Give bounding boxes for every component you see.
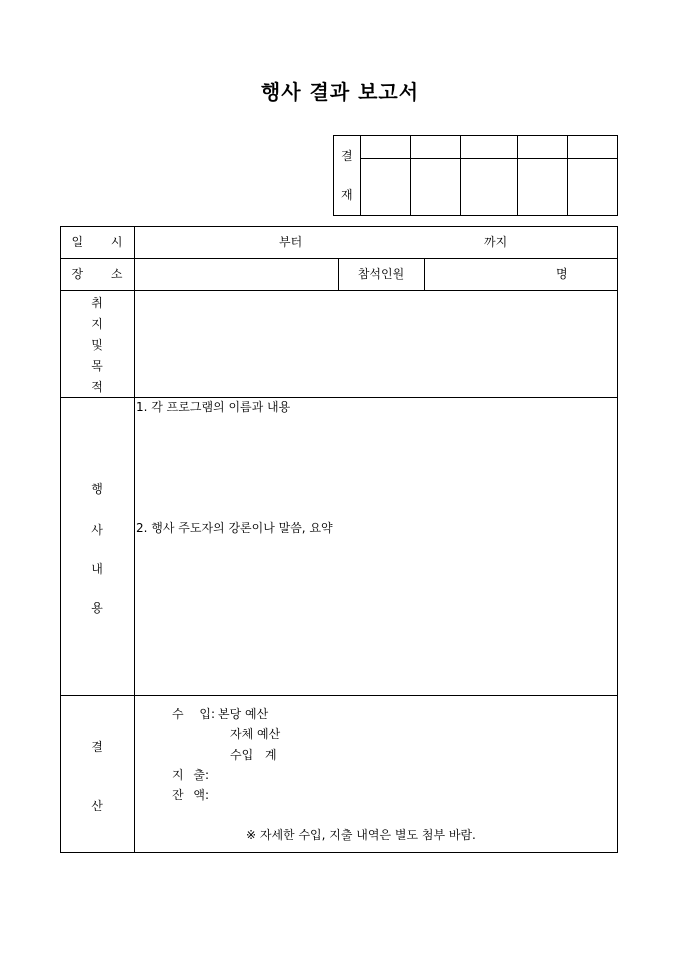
- content-item-2: 2. 행사 주도자의 강론이나 말씀, 요약: [136, 521, 333, 535]
- purpose-label: 취 지 및 목 적: [91, 296, 103, 394]
- content-label-char: 용: [91, 601, 103, 615]
- income-item: 본당 예산: [218, 707, 269, 721]
- expense-label: 지 출:: [172, 768, 210, 782]
- attendees-label: 참석인원: [357, 267, 405, 281]
- settlement-note: ※ 자세한 수입, 지출 내역은 별도 첨부 바람.: [246, 828, 476, 842]
- income-label: 수 입:: [172, 707, 216, 721]
- place-label: 장 소: [71, 267, 123, 281]
- income-item: 자체 예산: [230, 727, 281, 741]
- content-label-char: 행: [91, 482, 103, 496]
- page-title: 행사 결과 보고서: [260, 80, 420, 104]
- date-label: 일 시: [71, 235, 123, 249]
- content-label-char: 내: [91, 562, 103, 576]
- settlement-label-char: 결: [91, 740, 103, 754]
- content-label-char: 사: [91, 523, 103, 537]
- approval-label-top: 결: [341, 149, 353, 163]
- date-from: 부터: [279, 235, 303, 249]
- income-item: 수입 계: [230, 748, 277, 762]
- balance-label: 잔 액:: [172, 788, 210, 802]
- approval-label-bottom: 재: [341, 188, 353, 202]
- content-item-1: 1. 각 프로그램의 이름과 내용: [136, 400, 291, 414]
- settlement-label-char: 산: [91, 799, 103, 813]
- date-to: 까지: [484, 235, 508, 249]
- attendees-unit: 명: [556, 267, 568, 281]
